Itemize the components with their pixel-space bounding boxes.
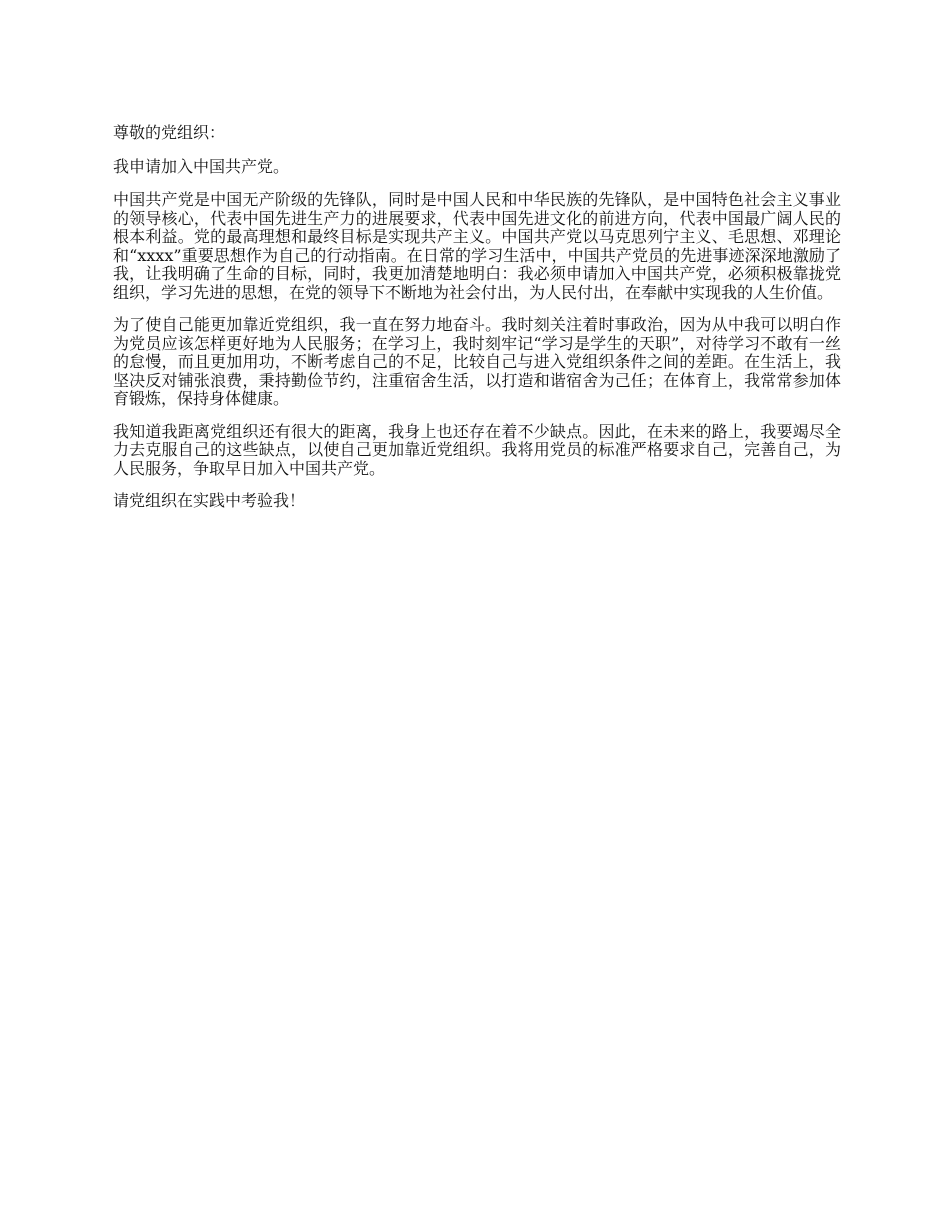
salutation: 尊敬的党组织： bbox=[113, 123, 226, 142]
closing-line: 请党组织在实践中考验我！ bbox=[113, 491, 306, 510]
letter-page bbox=[113, 124, 841, 525]
paragraph-efforts: 为了使自己能更加靠近党组织，我一直在努力地奋斗。我时刻关注着时事政治，因为从中我可以明白作为党员应该怎样更好地为人民服务；在学习上，我时刻牢记“学习是学生的天职”，对待学习不敢有一丝的怠慢，而且更加用功，不断考虑自己的不足，比较自己与进入党组织条件之间的差距。在生活上，我坚决反对铺张浪费，秉持勤俭节约，注重宿舍生活，以打造和谐宿舍为己任；在体育上，我常常参加体育锻炼，保持身体健康。 bbox=[113, 315, 841, 408]
paragraph-party-description: 中国共产党是中国无产阶级的先锋队，同时是中国人民和中华民族的先锋队，是中国特色社会主义事业的领导核心，代表中国先进生产力的进展要求，代表中国先进文化的前进方向，代表中国最广阔人民的根本利益。党的最高理想和最终目标是实现共产主义。中国共产党以马克思列宁主义、毛思想、邓理论和“xxxx”重要思想作为自己的行动指南。在日常的学习生活中，中国共产党员的先进事迹深深地激励了我，让我明确了生命的目标，同时，我更加清楚地明白：我必须申请加入中国共产党，必须积极靠拢党组织，学习先进的思想，在党的领导下不断地为社会付出，为人民付出，在奉献中实现我的人生价值。 bbox=[113, 190, 841, 302]
paragraph-shortcomings: 我知道我距离党组织还有很大的距离，我身上也还存在着不少缺点。因此，在未来的路上，我要竭尽全力去克服自己的这些缺点，以使自己更加靠近党组织。我将用党员的标准严格要求自己，完善自己，为人民服务，争取早日加入中国共产党。 bbox=[113, 421, 841, 478]
paragraph-intro: 我申请加入中国共产党。 bbox=[113, 156, 290, 176]
